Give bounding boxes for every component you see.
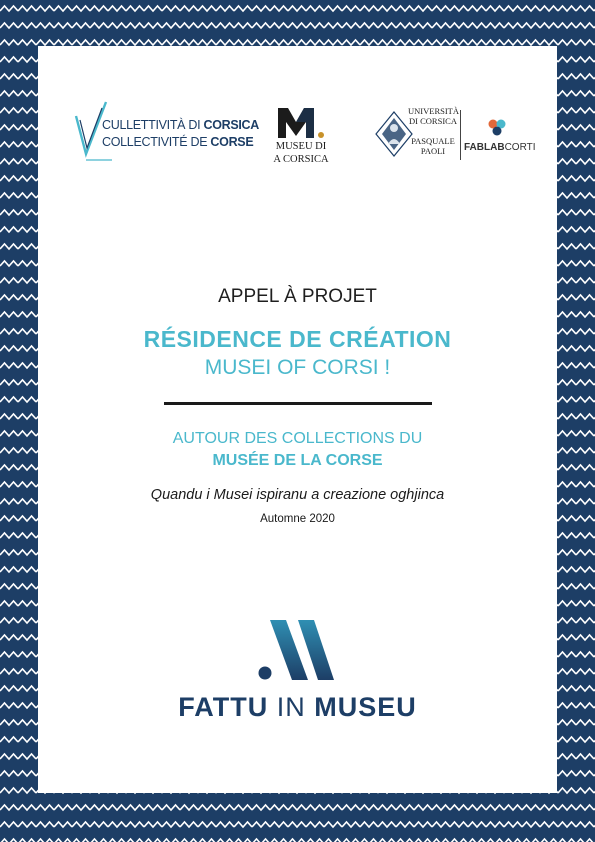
poster-card: [38, 46, 557, 793]
ctc-name-corsican: CULLETTIVITÀ DI CORSICA: [102, 118, 260, 132]
fattu-in-museu-m-icon: [258, 620, 334, 680]
museu-name: MUSEU DI A CORSICA: [273, 141, 329, 165]
ctc-check-mark-icon: [72, 98, 112, 168]
corsican-tagline: Quandu i Musei ispiranu a creazione oghjinca: [150, 487, 445, 503]
collectivite-de-corse-logo: [72, 98, 260, 168]
universita-di-corsica-logo: [374, 104, 534, 172]
fattu-in-museu-wordmark: FATTU IN MUSEU: [178, 692, 417, 722]
fablab-cubes-icon: [487, 118, 507, 138]
museu-di-a-corsica-logo: [266, 104, 346, 172]
fablab-corti-name: FABLABCORTI: [464, 142, 536, 153]
universita-name: UNIVERSITÀ DI CORSICA PASQUALE PAOLI: [408, 106, 459, 156]
residence-subtitle: MUSEI OF CORSI !: [204, 356, 391, 379]
museu-m-mark-icon: [266, 104, 336, 142]
season-date: Automne 2020: [260, 513, 335, 525]
logo-divider: [460, 110, 461, 160]
call-title: APPEL À PROJET: [218, 286, 377, 307]
partner-logos: [38, 46, 557, 186]
museum-name-line: MUSÉE DE LA CORSE: [212, 452, 383, 469]
divider-rule: [164, 402, 432, 405]
collections-line: AUTOUR DES COLLECTIONS DU: [172, 430, 423, 447]
ctc-name-french: COLLECTIVITÉ DE CORSE: [102, 135, 254, 149]
residence-title: RÉSIDENCE DE CRÉATION: [143, 326, 452, 352]
